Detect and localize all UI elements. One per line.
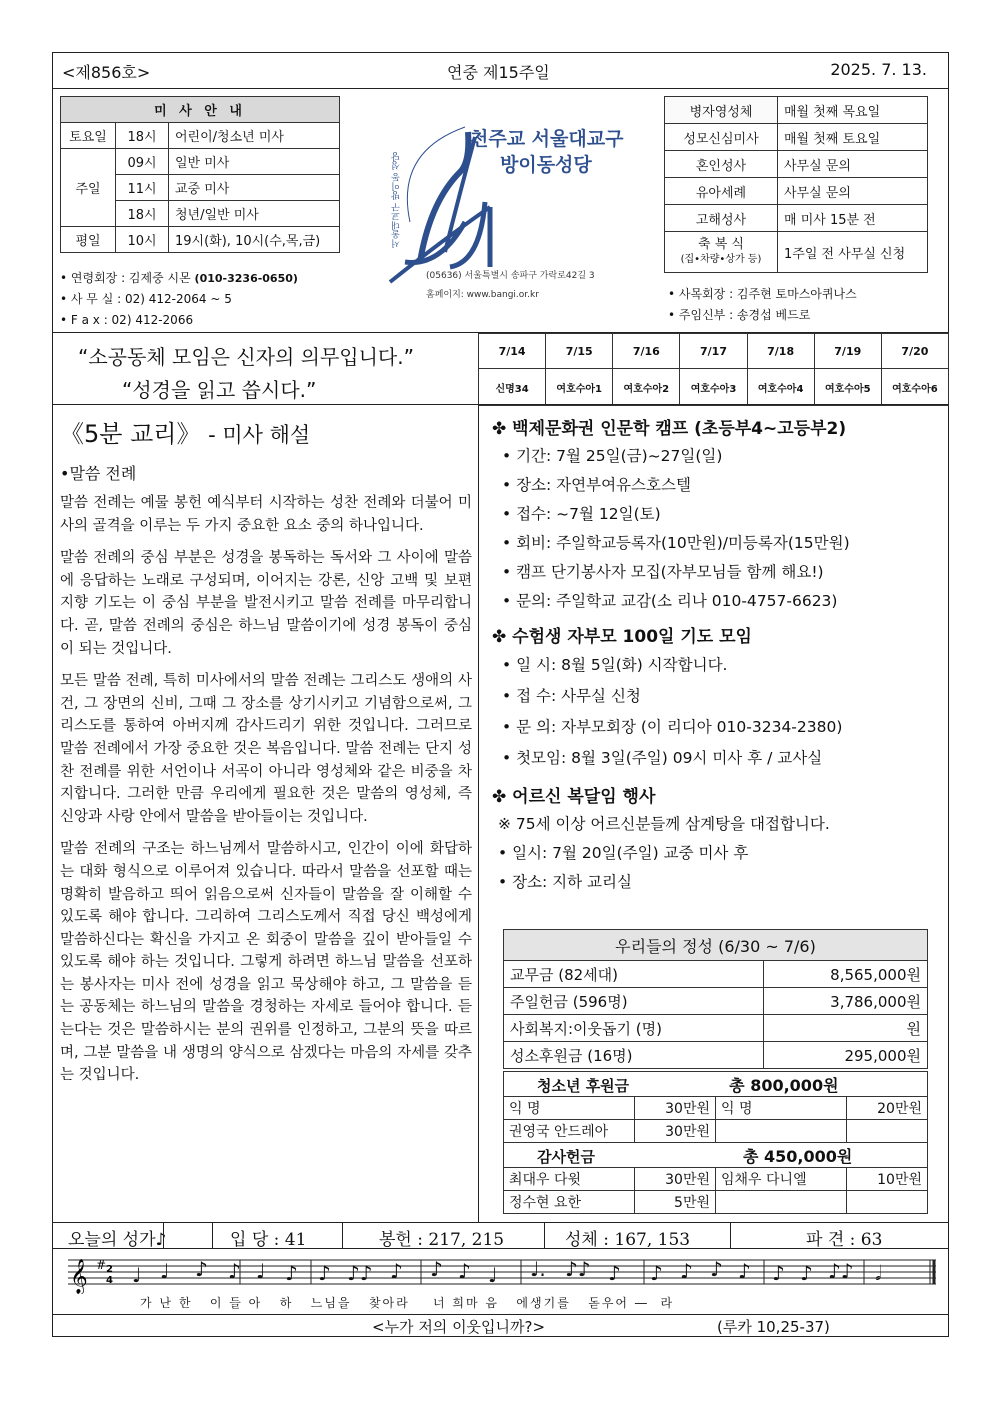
logo-name-2: 방이동성당 bbox=[500, 154, 592, 176]
music-staff-icon bbox=[60, 1250, 940, 1294]
svg-text:♪♪: ♪♪ bbox=[828, 1259, 854, 1283]
svg-text:♪: ♪ bbox=[285, 1261, 298, 1285]
svg-text:♪: ♪ bbox=[318, 1261, 331, 1285]
svg-text:♪: ♪ bbox=[458, 1259, 471, 1283]
svg-text:𝄞: 𝄞 bbox=[70, 1259, 88, 1294]
catechism-paragraph-4: 말씀 전례의 구조는 하느님께서 말씀하시고, 인간이 이에 화답하는 대화 형식으로 이루어져 있습니다. 따라서 말씀을 선포할 때는 명확히 발음하고 띄어 읽음으로써 신자들이 말씀을 잘 이해할 수 있도록 해야 합니다. 그리하여 그리스도께서 직접 당신 백성에게 말씀하신다는 확신을 가지고 온 회중이 말씀을 깊이 받아들일 수 있도록 해야 하는 것입니다. 그렇게 하려면 하느님 말씀을 선포하는 봉사자는 미사 전에 성경을 읽고 묵상해야 하고, 그 말씀을 듣는 공동체는 하느님의 말씀을 경청하는 자세로 들어야 합니다. 듣는다는 것은 말씀하시는 분의 권위를 인정하고, 그분의 뜻을 따르며, 그분 말씀을 내 생명의 양식으로 삼겠다는 마음의 자세를 갖추는 것입니다. bbox=[60, 841, 472, 1084]
song-title: <누가 저의 이웃입니까?> bbox=[372, 1318, 546, 1336]
mass-guide-title: 미 사 안 내 bbox=[61, 97, 340, 123]
issue-date: 2025. 7. 13. bbox=[830, 60, 927, 79]
svg-text:♪: ♪ bbox=[738, 1259, 751, 1283]
svg-text:4: 4 bbox=[106, 1275, 113, 1286]
hymn-entrance: 입 당 : 41 bbox=[230, 1230, 307, 1250]
svg-text:♩: ♩ bbox=[488, 1263, 498, 1287]
svg-text:♪: ♪ bbox=[650, 1261, 663, 1285]
motto-1: “소공동체 모임은 신자의 의무입니다.” bbox=[78, 345, 414, 369]
svg-text:♩: ♩ bbox=[256, 1259, 266, 1283]
logo-name-1: 천주교 서울대교구 bbox=[470, 128, 624, 150]
parish-logo bbox=[350, 92, 655, 332]
issue-number: <제856호> bbox=[62, 63, 151, 82]
svg-text:♩: ♩ bbox=[160, 1259, 170, 1283]
hymn-offertory: 봉헌 : 217, 215 bbox=[379, 1230, 505, 1250]
svg-text:♪♪: ♪♪ bbox=[565, 1257, 591, 1281]
catechism-subtitle: - 미사 해설 bbox=[208, 423, 311, 447]
offerings-title: 우리들의 정성 (6/30 ~ 7/6) bbox=[504, 930, 928, 961]
svg-text:♪: ♪ bbox=[228, 1259, 241, 1283]
svg-text:#: # bbox=[96, 1258, 107, 1272]
svg-text:♪: ♪ bbox=[390, 1259, 403, 1283]
song-lyrics: 가 난 한 이 들 아 하 느님을 찾아라 너 희마 음 에생기를 돋우어 ― 라 bbox=[140, 1296, 675, 1310]
bible-reading-calendar: 7/14 7/15 7/16 7/17 7/18 7/19 7/20 신명34 여호수아1 여호수아2 여호수아3 여호수아4 여호수아5 여호수아6 bbox=[478, 333, 949, 406]
staff-info: • 사목회장 : 김주현 토마스아퀴나스 • 주임신부 : 송경섭 베드로 bbox=[668, 287, 857, 322]
catechism-title: 《5분 교리》 bbox=[60, 420, 201, 448]
logo-homepage: 홈페이지: www.bangi.or.kr bbox=[426, 290, 539, 300]
catechism-paragraph-1: 말씀 전례는 예물 봉헌 예식부터 시작하는 성찬 전례와 더불어 미사의 골격을 이루는 두 가지 중요한 요소 중의 하나입니다. bbox=[60, 495, 472, 534]
svg-text:♪: ♪ bbox=[710, 1257, 723, 1281]
hymns-bar bbox=[52, 1222, 949, 1248]
song-reference: (루카 10,25-37) bbox=[717, 1318, 830, 1336]
mass-guide-table: 미 사 안 내 토요일 18시 어린이/청소년 미사 주일 09시 일반 미사 11시 교중 미사 18시 청년/일반 미사 평일 10시 19시(화), 10시(수,목,금) bbox=[60, 96, 340, 253]
catechism-section bbox=[60, 414, 472, 1097]
services-table: 병자영성체 매월 첫째 목요일 성모신심미사 매월 첫째 토요일 혼인성사 사무실 문의 유아세례 사무실 문의 고해성사 매 미사 15분 전 축 복 식 (집•차량•상가 등) 1주일 전 사무실 신청 bbox=[664, 96, 928, 273]
svg-text:♪♪: ♪♪ bbox=[347, 1261, 373, 1285]
mottos bbox=[78, 341, 478, 407]
svg-text:♪: ♪ bbox=[430, 1257, 443, 1281]
notices: ✤ 백제문화권 인문학 캠프 (초등부4~고등부2) • 기간: 7월 25일(금)~27일(일) • 장소: 자연부여유스호스텔 • 접수: ~7월 12일(토) • 회비: 주일학교등록자(10만원)/미등록자(15만원) • 캠프 단기봉사자 모집(자부모님들 함께 해요!) • 문의: 주일학교 교감(소 리나 010-4757-6623) ✤ 수험생 자부모 100일 기도 모임 • 일 시: 8월 5일(화) 시작합니다. • 접 수: 사무실 신청 • 문 의: 자부모회장 (이 리디아 010-3234-2380) • 첫모임: 8월 3일(주일) 09시 미사 후 / 교사실 ✤ 어르신 복달임 행사 ※ 75세 이상 어르신분들께 삼계탕을 대접합니다. • 일시: 7월 20일(주일) 교중 미사 후 • 장소: 지하 교리실 bbox=[492, 414, 942, 897]
contact-info: • 연령회장 : 김제중 시몬 (010-3236-0650) • 사 무 실 : 02) 412-2064 ~ 5 • F a x : 02) 412-2066 bbox=[60, 271, 298, 327]
svg-text:𝅗𝅥: 𝅗𝅥 bbox=[875, 1261, 882, 1285]
liturgical-week: 연중 제15주일 bbox=[447, 63, 550, 82]
svg-text:♪: ♪ bbox=[772, 1261, 785, 1285]
header-bar bbox=[52, 52, 949, 88]
catechism-paragraph-2: 말씀 전례의 중심 부분은 성경을 봉독하는 독서와 그 사이에 말씀에 응답하는 노래로 구성되며, 이어지는 강론, 신앙 고백 및 보편 지향 기도는 이 중심 부분을 발전시키고 말씀 전례를 마무리합니다. 곧, 말씀 전례의 중심은 하느님 말씀이기에 성경 봉독이 중심이 되는 것입니다. bbox=[60, 550, 472, 657]
svg-text:♪: ♪ bbox=[608, 1261, 621, 1285]
logo-address: (05636) 서울특별시 송파구 가락로42길 3 bbox=[426, 271, 595, 281]
song-caption bbox=[52, 1316, 949, 1336]
catechism-paragraph-3: 모든 말씀 전례, 특히 미사에서의 말씀 전례는 그리스도 생애의 사건, 그 장면의 신비, 그때 그 장소를 상기시키고 기념함으로써, 그리스도를 통하여 아버지께 감사드리기 위한 것입니다. 그러므로 말씀 전례에서 가장 중요한 것은 복음입니다. 말씀 전례는 단지 성찬 전례를 위한 서언이나 서곡이 아니라 영성체와 같은 비중을 차지합니다. 그러한 만큼 우리에게 필요한 것은 말씀의 영성체, 즉 신앙과 사랑 안에서 말씀을 받아들이는 것입니다. bbox=[60, 673, 472, 825]
donations-table: 청소년 후원금 총 800,000원 익 명 30만원 익 명 20만원 권영국 안드레아 30만원 감사헌금 총 450,000원 최대우 다윗 30만원 임채우 다니엘 10만원 정수현 요한 5만원 bbox=[503, 1071, 928, 1214]
motto-2: “성경을 읽고 씁시다.” bbox=[122, 378, 317, 402]
svg-text:♩.: ♩. bbox=[530, 1257, 546, 1281]
notice-title-elderly: ✤ 어르신 복달임 행사 bbox=[492, 787, 656, 807]
logo-arc-text: 서울대교구 방이동 성당 bbox=[392, 152, 402, 248]
hymn-communion: 성체 : 167, 153 bbox=[565, 1230, 691, 1250]
hymns-label: 오늘의 성가♪ bbox=[68, 1230, 167, 1250]
svg-text:♪: ♪ bbox=[800, 1261, 813, 1285]
offerings-table: 우리들의 정성 (6/30 ~ 7/6) 교무금 (82세대) 8,565,000원 주일헌금 (596명) 3,786,000원 사회복지:이웃돕기 (명) 원 성소후원금 (16명) 295,000원 bbox=[503, 929, 928, 1069]
catechism-heading: •말씀 전례 bbox=[60, 464, 137, 483]
notice-title-camp: ✤ 백제문화권 인문학 캠프 (초등부4~고등부2) bbox=[492, 419, 847, 439]
svg-text:♪: ♪ bbox=[680, 1259, 693, 1283]
song-staff bbox=[60, 1250, 940, 1314]
notice-title-prayer: ✤ 수험생 자부모 100일 기도 모임 bbox=[492, 627, 752, 647]
svg-text:♩: ♩ bbox=[132, 1263, 142, 1287]
hymn-dismissal: 파 견 : 63 bbox=[806, 1230, 883, 1250]
svg-text:2: 2 bbox=[106, 1264, 113, 1275]
svg-text:♪: ♪ bbox=[195, 1257, 208, 1281]
